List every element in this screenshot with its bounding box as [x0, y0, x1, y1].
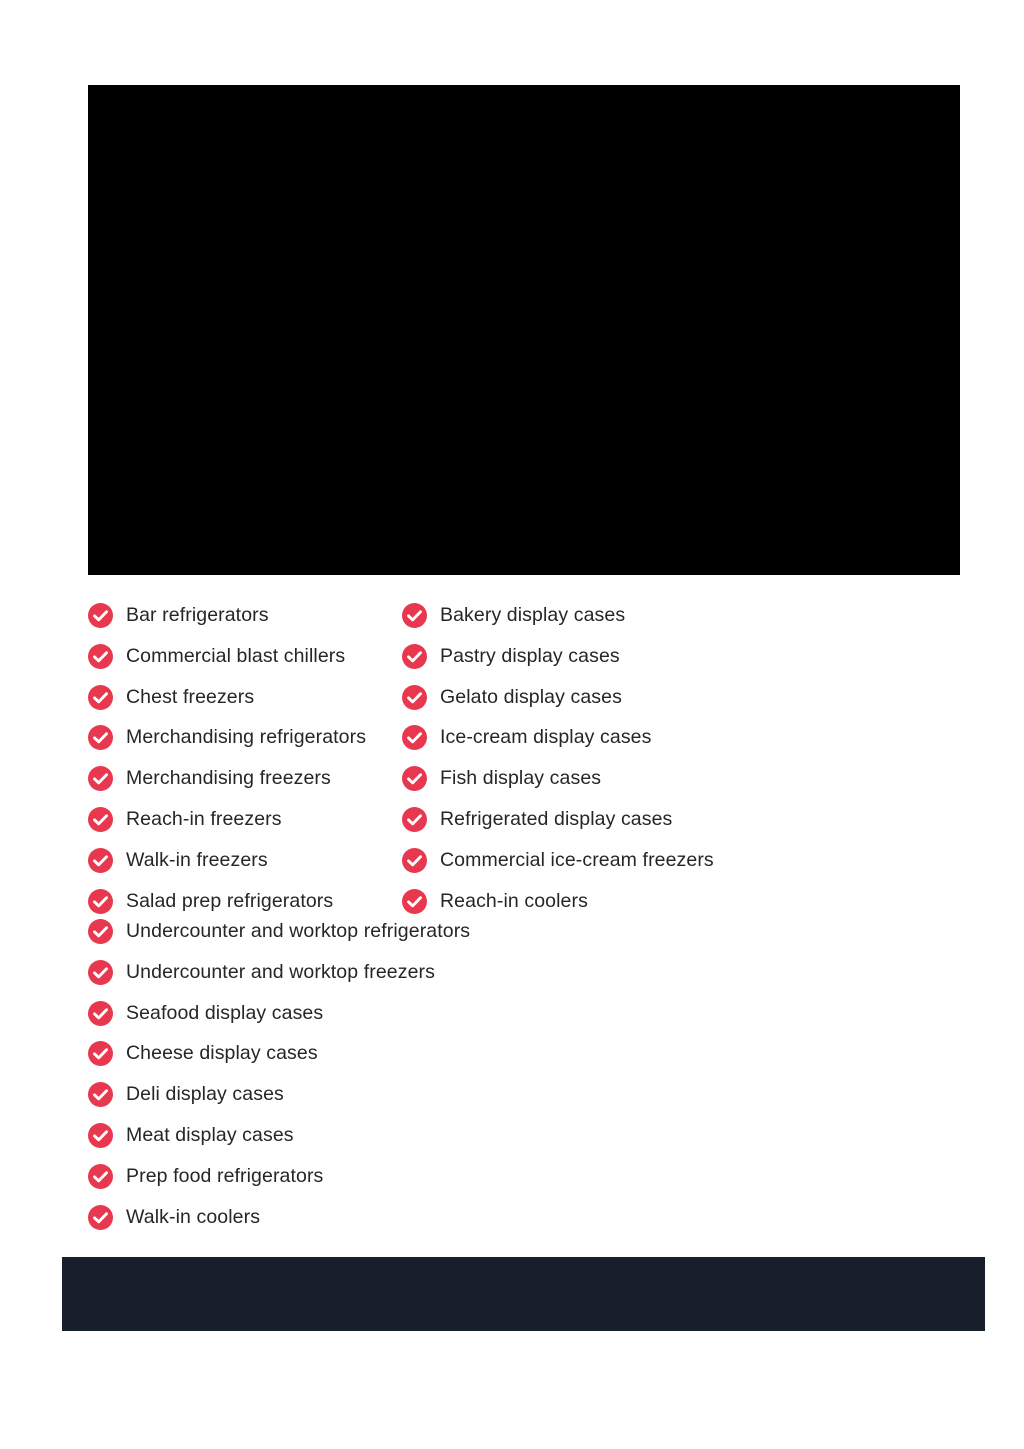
list-item: [402, 600, 714, 641]
list-item: [402, 682, 714, 723]
list-item-label: Walk-in freezers: [126, 848, 268, 871]
list-item-label: Pastry display cases: [440, 644, 620, 667]
check-circle-icon: [88, 807, 113, 832]
list-item-label: Cheese display cases: [126, 1042, 318, 1065]
list-item: [88, 998, 470, 1039]
list-item-label: Salad prep refrigerators: [126, 889, 334, 912]
list-item-label: Refrigerated display cases: [440, 807, 673, 830]
list-item: [88, 682, 366, 723]
feature-list-continued: [88, 916, 470, 1242]
list-item-label: Meat display cases: [126, 1123, 294, 1146]
list-item-label: Commercial blast chillers: [126, 644, 346, 667]
check-circle-icon: [88, 725, 113, 750]
check-circle-icon: [402, 603, 427, 628]
list-item-label: Chest freezers: [126, 685, 255, 708]
list-item: [88, 1120, 470, 1161]
list-item-label: Bar refrigerators: [126, 604, 269, 626]
list-item-label: Gelato display cases: [440, 685, 622, 708]
list-item-label: Commercial ice-cream freezers: [440, 848, 714, 871]
list-item: [88, 845, 366, 886]
video-placeholder: [88, 85, 960, 575]
list-item-label: Undercounter and worktop refrigerators: [126, 920, 471, 942]
check-circle-icon: [402, 725, 427, 750]
list-item-label: Walk-in coolers: [126, 1205, 261, 1228]
list-item: [402, 722, 714, 763]
footer-banner: [62, 1257, 985, 1331]
check-circle-icon: [402, 889, 427, 914]
check-circle-icon: [402, 644, 427, 669]
feature-list-right: [402, 600, 714, 926]
list-item-label: Reach-in freezers: [126, 807, 282, 830]
list-item: [88, 641, 366, 682]
check-circle-icon: [402, 685, 427, 710]
list-item-label: Bakery display cases: [440, 604, 626, 626]
list-item: [88, 957, 470, 998]
check-circle-icon: [88, 685, 113, 710]
check-circle-icon: [88, 919, 113, 944]
check-circle-icon: [88, 644, 113, 669]
check-circle-icon: [402, 766, 427, 791]
list-item-label: Seafood display cases: [126, 1001, 324, 1024]
check-circle-icon: [88, 1205, 113, 1230]
check-circle-icon: [88, 1041, 113, 1066]
list-item: [88, 1038, 470, 1079]
list-item: [402, 804, 714, 845]
list-item: [402, 845, 714, 886]
list-item: [402, 763, 714, 804]
list-item-label: Merchandising freezers: [126, 767, 331, 790]
list-item: [402, 641, 714, 682]
feature-list-left: [88, 600, 366, 926]
check-circle-icon: [88, 766, 113, 791]
list-item: [88, 722, 366, 763]
list-item: [88, 1161, 470, 1202]
check-circle-icon: [88, 1123, 113, 1148]
list-item-label: Ice-cream display cases: [440, 726, 652, 749]
list-item-label: Reach-in coolers: [440, 889, 588, 912]
check-circle-icon: [402, 848, 427, 873]
check-circle-icon: [402, 807, 427, 832]
list-item-label: Merchandising refrigerators: [126, 726, 367, 749]
list-item-label: Fish display cases: [440, 767, 602, 790]
list-item-label: Deli display cases: [126, 1083, 284, 1106]
list-item: [88, 600, 366, 641]
list-item: [88, 916, 470, 957]
list-item: [88, 1079, 470, 1120]
list-item-label: Prep food refrigerators: [126, 1164, 324, 1187]
list-item-label: Undercounter and worktop freezers: [126, 960, 435, 983]
check-circle-icon: [88, 603, 113, 628]
check-circle-icon: [88, 1001, 113, 1026]
check-circle-icon: [88, 960, 113, 985]
list-item: [88, 804, 366, 845]
check-circle-icon: [88, 1082, 113, 1107]
check-circle-icon: [88, 848, 113, 873]
check-circle-icon: [88, 889, 113, 914]
list-item: [88, 763, 366, 804]
list-item: [88, 1202, 470, 1243]
check-circle-icon: [88, 1164, 113, 1189]
